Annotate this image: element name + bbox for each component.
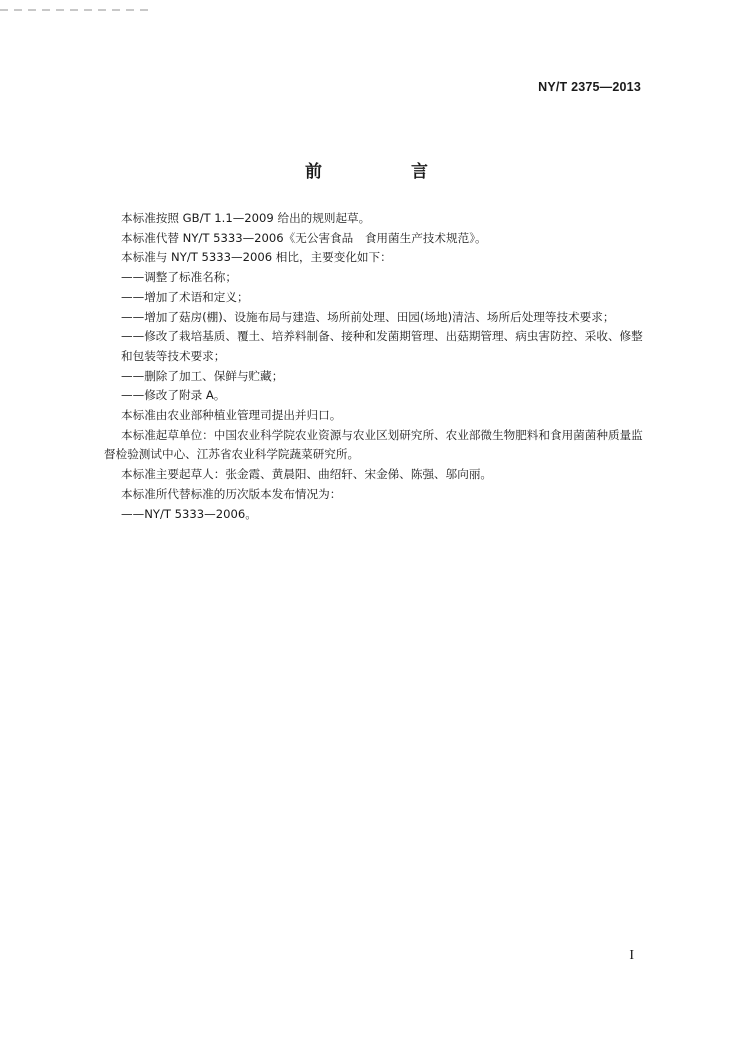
paragraph-drafting-rules: 本标准按照 GB/T 1.1—2009 给出的规则起草。	[121, 211, 371, 225]
page-number: I	[629, 948, 634, 963]
history-item: ——NY/T 5333—2006。	[121, 506, 257, 521]
foreword-body	[104, 209, 644, 524]
paragraph-drafters: 本标准主要起草人：张金霞、黄晨阳、曲绍轩、宋金俤、陈强、邬向丽。	[121, 467, 493, 482]
paragraph-changes-intro: 本标准与 NY/T 5333—2006 相比，主要变化如下：	[121, 250, 392, 265]
change-item-name: ——调整了标准名称；	[121, 270, 237, 285]
paragraph-replaces: 本标准代替 NY/T 5333—2006《无公害食品 食用菌生产技术规范》。	[121, 230, 487, 245]
change-item-modified-requirements: ——修改了栽培基质、覆土、培养料制备、接种和发菌期管理、出菇期管理、病虫害防控、采收、修整和包装等技术要求；	[121, 329, 643, 363]
scan-artifact	[0, 9, 150, 11]
change-item-added-requirements: ——增加了菇房(棚)、设施布局与建造、场所前处理、田园(场地)清洁、场所后处理等技术要求；	[121, 309, 615, 324]
paragraph-proposed-by: 本标准由农业部种植业管理司提出并归口。	[121, 408, 342, 423]
paragraph-history-intro: 本标准所代替标准的历次版本发布情况为：	[121, 486, 342, 501]
change-item-appendix: ——修改了附录 A。	[121, 388, 226, 403]
change-item-deleted: ——删除了加工、保鲜与贮藏；	[121, 368, 284, 383]
change-item-terms: ——增加了术语和定义；	[121, 289, 249, 304]
standard-code: NY/T 2375—2013	[538, 80, 641, 94]
paragraph-drafting-units: 本标准起草单位：中国农业科学院农业资源与农业区划研究所、农业部微生物肥料和食用菌菌种质量监督检验测试中心、江苏省农业科学院蔬菜研究所。	[104, 427, 643, 462]
page-title: 前 言	[305, 162, 464, 182]
